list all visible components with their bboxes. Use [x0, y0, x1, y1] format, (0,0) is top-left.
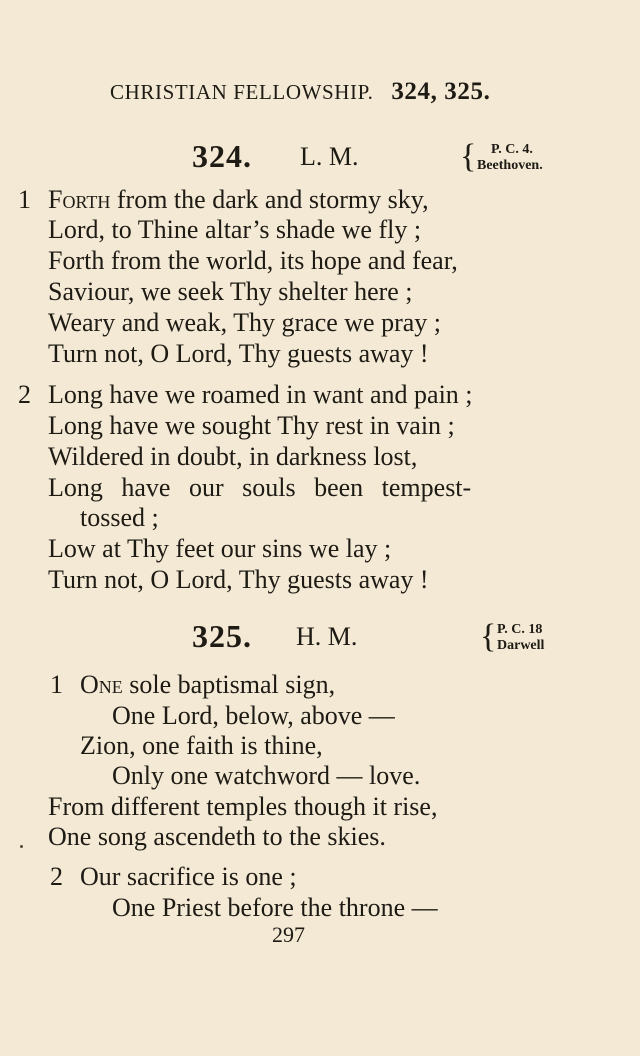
verse-line: Forth from the world, its hope and fear,: [48, 246, 458, 275]
verse-line: Long have our souls been tempest-: [48, 473, 472, 502]
tune-pc: P. C. 18: [497, 622, 543, 637]
tune-name: Beethoven.: [477, 158, 543, 173]
hymn-number: 324.: [192, 138, 252, 174]
verse-line: From different temples though it rise,: [48, 792, 438, 821]
running-head-numbers: 324, 325.: [391, 78, 491, 105]
hymn-325-header: [0, 620, 640, 660]
verse-line: tossed ;: [80, 503, 159, 532]
verse-number: 1: [50, 670, 63, 699]
verse-line: Only one watchword — love.: [112, 761, 421, 790]
verse-line: Long have we sought Thy rest in vain ;: [48, 411, 455, 440]
verse-number: 2: [18, 380, 31, 409]
tune-reference: [497, 622, 544, 654]
verse-line: One Lord, below, above —: [112, 701, 395, 730]
verse-first-word: One: [80, 670, 123, 699]
verse-line: Lord, to Thine altar’s shade we fly ;: [48, 215, 422, 244]
verse-first-word: Forth: [48, 185, 111, 214]
brace-icon: {: [460, 138, 477, 175]
verse-line: Turn not, O Lord, Thy guests away !: [48, 339, 429, 368]
verse-line: Zion, one faith is thine,: [80, 731, 323, 760]
verse-number: 2: [50, 862, 63, 891]
tune-name: Darwell: [497, 638, 545, 653]
verse-line: One song ascendeth to the skies.: [48, 822, 386, 851]
verse-line: [80, 670, 335, 700]
verse-line: Wildered in doubt, in darkness lost,: [48, 442, 418, 471]
hymn-324-header: [0, 140, 640, 180]
verse-line: Turn not, O Lord, Thy guests away !: [48, 565, 429, 594]
verse-line: Long have we roamed in want and pain ;: [48, 380, 473, 409]
hymn-meter: H. M.: [296, 622, 358, 651]
tune-pc: P. C. 4.: [491, 142, 533, 157]
verse-number: 1: [18, 185, 31, 214]
verse-line: Saviour, we seek Thy shelter here ;: [48, 277, 413, 306]
verse-line: [48, 185, 429, 215]
verse-line-rest: sole baptismal sign,: [122, 670, 336, 699]
ink-speck: [20, 845, 23, 848]
verse-line: Low at Thy feet our sins we lay ;: [48, 534, 392, 563]
page-number: 297: [272, 922, 305, 947]
verse-line: Weary and weak, Thy grace we pray ;: [48, 308, 442, 337]
hymn-meter: L. M.: [300, 142, 359, 171]
running-head: [110, 78, 570, 106]
tune-reference: [477, 142, 543, 174]
brace-icon: {: [480, 618, 497, 655]
verse-line: One Priest before the throne —: [112, 893, 438, 922]
hymn-number: 325.: [192, 618, 252, 654]
verse-line: Our sacrifice is one ;: [80, 862, 297, 891]
verse-line-rest: from the dark and stormy sky,: [110, 185, 429, 214]
running-head-section: CHRISTIAN FELLOWSHIP.: [110, 80, 374, 104]
